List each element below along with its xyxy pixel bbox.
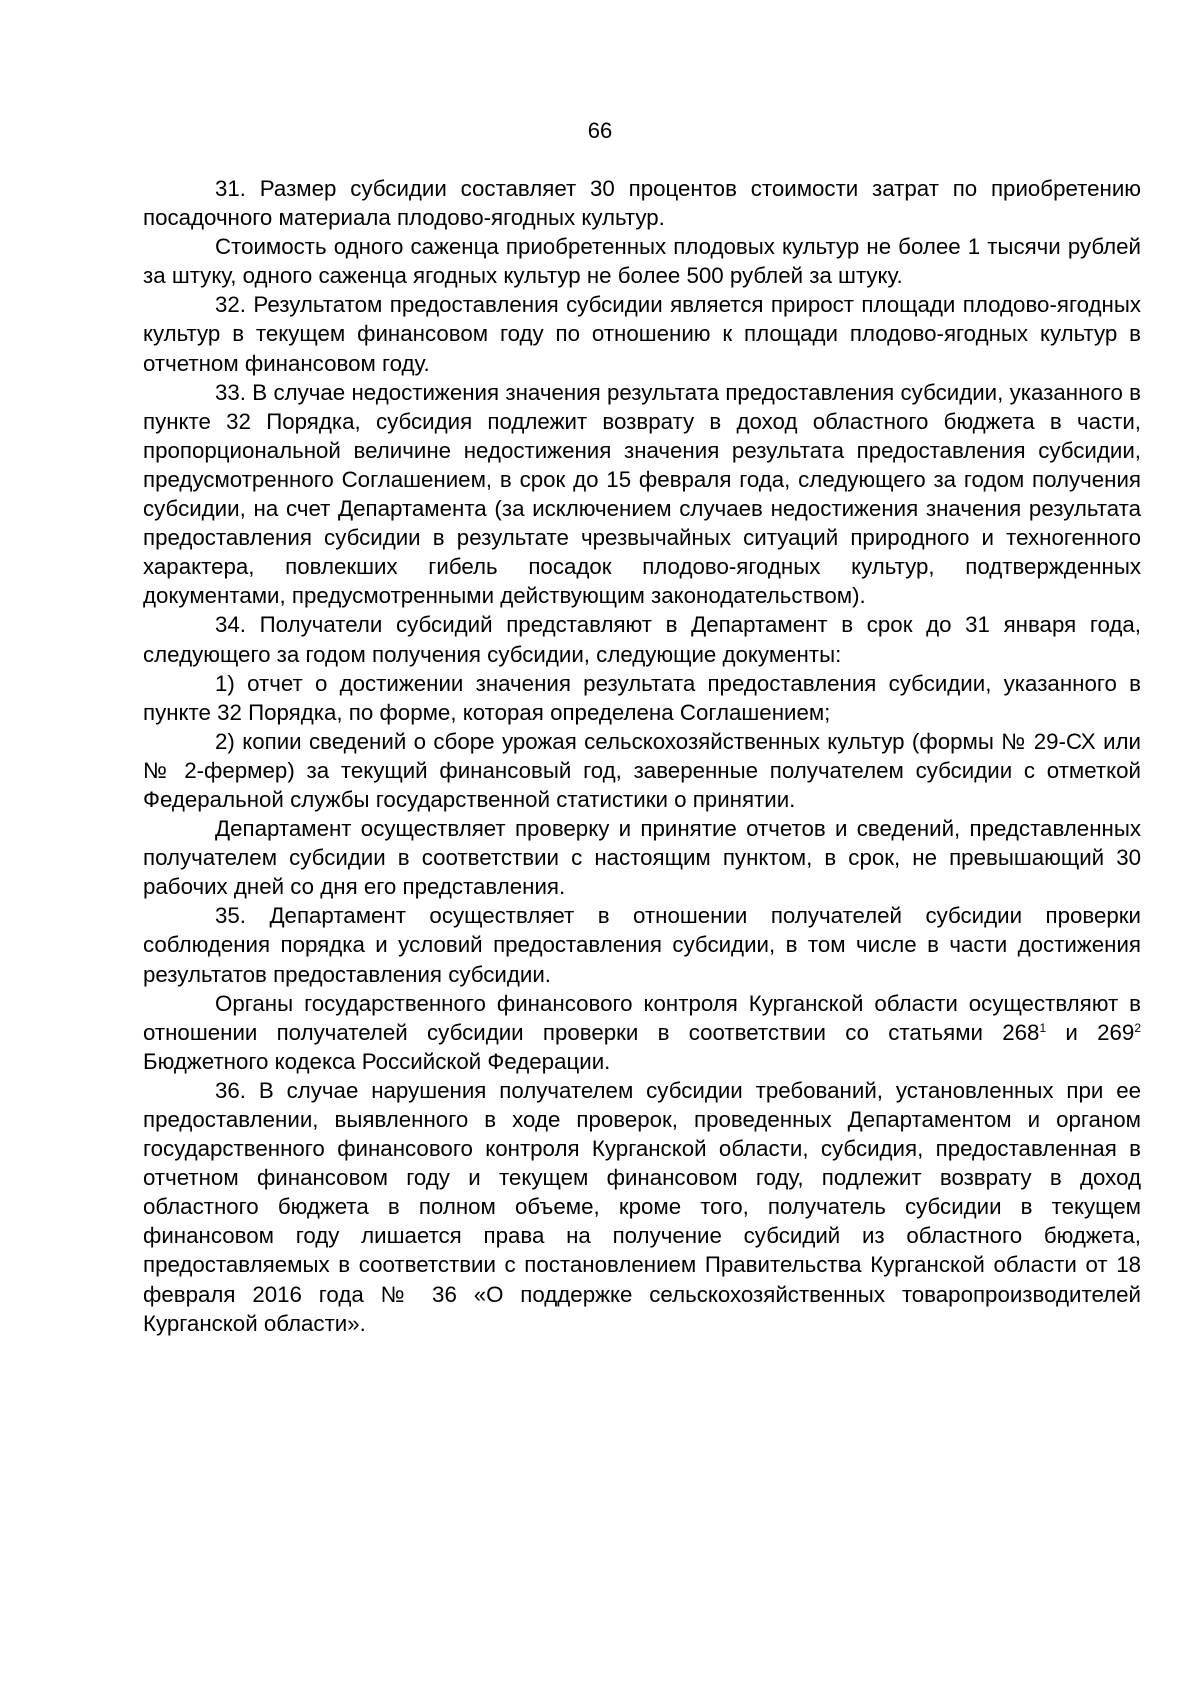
paragraph-34-item-2: 2) копии сведений о сборе урожая сельскохозяйственных культур (формы № 29-СХ или № 2-фермер) за текущий финансовый год, заверенные получателем субсидии с отметкой Федеральной службы государственной статистики о принятии. — [143, 728, 1141, 812]
paragraph-31: 31. Размер субсидии составляет 30 процентов стоимости затрат по приобретению посадочного материала плодово-ягодных культур. — [143, 176, 1141, 231]
text-segment: Бюджетного кодекса Российской Федерации. — [143, 1048, 611, 1074]
text-segment: Органы государственного финансового контроля Курганской области осуществляют в отношении получателей субсидии проверки в соответствии со статьями 268 — [143, 990, 1141, 1045]
superscript-1: 1 — [1039, 1020, 1047, 1035]
superscript-2: 2 — [1134, 1020, 1141, 1035]
document-body — [143, 174, 1141, 1338]
paragraph-35: 35. Департамент осуществляет в отношении получателей субсидии проверки соблюдения порядка и условий предоставления субсидии, в том числе в части достижения результатов предоставления субсидии. — [143, 903, 1141, 987]
paragraph-36: 36. В случае нарушения получателем субсидии требований, установленных при ее предоставлении, выявленного в ходе проверок, проведенных Департаментом и органом государственного финансового контроля Курганской области, субсидия, предоставленная в отчетном финансовом году и текущем финансовом году, подлежит возврату в доход областного бюджета в полном объеме, кроме того, получатель субсидии в текущем финансовом году лишается права на получение субсидий из областного бюджета, предоставляемых в соответствии с постановлением Правительства Курганской области от 18 февраля 2016 года № 36 «О поддержке сельскохозяйственных товаропроизводителей Курганской области». — [143, 1077, 1141, 1336]
paragraph-34-item-1: 1) отчет о достижении значения результата предоставления субсидии, указанного в пункте 32 Порядка, по форме, которая определена Соглашением; — [143, 670, 1141, 725]
text-segment: и 269 — [1046, 1019, 1135, 1045]
paragraph-sapling-cost: Стоимость одного саженца приобретенных плодовых культур не более 1 тысячи рублей за штуку, одного саженца ягодных культур не более 500 рублей за штуку. — [143, 234, 1141, 289]
paragraph-33: 33. В случае недостижения значения результата предоставления субсидии, указанного в пункте 32 Порядка, субсидия подлежит возврату в доход областного бюджета в части, пропорциональной величине недостижения значения результата предоставления субсидии, предусмотренного Соглашением, в срок до 15 февраля года, следующего за годом получения субсидии, на счет Департамента (за исключением случаев недостижения значения результата предоставления субсидии в результате чрезвычайных ситуаций природного и техногенного характера, повлекших гибель посадок плодово-ягодных культур, подтвержденных документами, предусмотренными действующим законодательством). — [143, 379, 1141, 609]
paragraph-department-check: Департамент осуществляет проверку и принятие отчетов и сведений, представленных получателем субсидии в соответствии с настоящим пунктом, в срок, не превышающий 30 рабочих дней со дня его представления. — [143, 816, 1141, 900]
page-number: 66 — [587, 118, 613, 143]
paragraph-34: 34. Получатели субсидий представляют в Департамент в срок до 31 января года, следующего за годом получения субсидии, следующие документы: — [143, 612, 1141, 667]
paragraph-32: 32. Результатом предоставления субсидии является прирост площади плодово-ягодных культур в текущем финансовом году по отношению к площади плодово-ягодных культур в отчетном финансовом году. — [143, 292, 1141, 376]
paragraph-financial-control — [143, 989, 1141, 1076]
